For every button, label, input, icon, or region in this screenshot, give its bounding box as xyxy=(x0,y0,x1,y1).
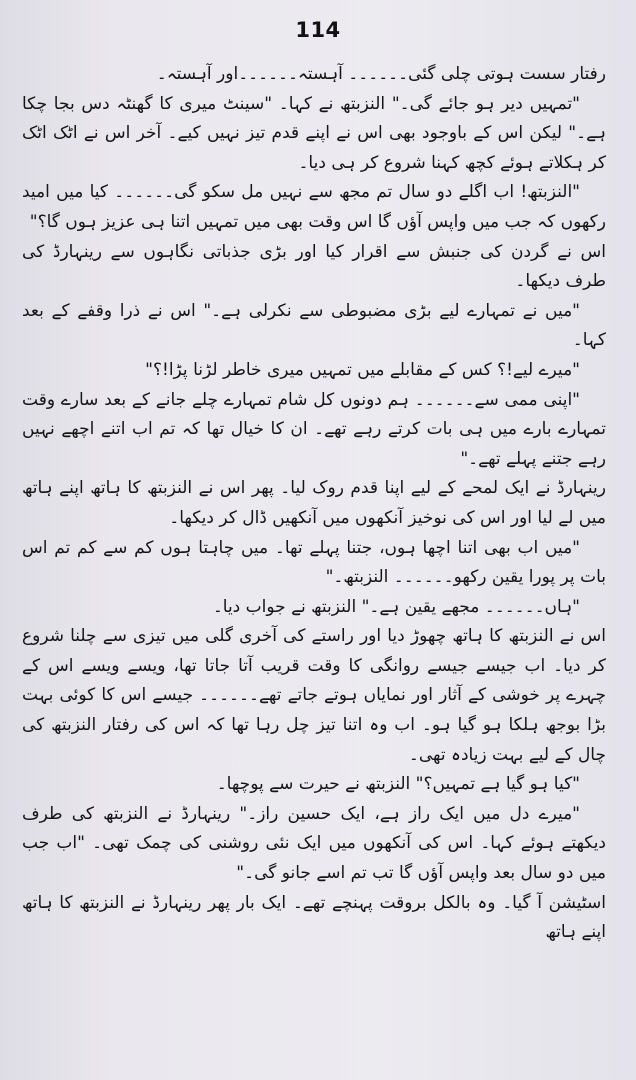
paragraph-9: "میں اب بھی اتنا اچھا ہوں، جتنا پہلے تھا۔ میں چاہتا ہوں کم سے کم تم اس بات پر پورا یقین رکھو۔۔۔۔۔۔ النزبتھ۔" xyxy=(22,537,606,588)
paragraph-2: "تمہیں دیر ہو جائے گی۔" النزبتھ نے کہا۔ "سینٹ میری کا گھنٹہ دس بجا چکا ہے۔" لیکن اس کے باوجود بھی اس نے اپنے قدم تیز نہیں کیے۔ آخر اس نے اٹک اٹک کر ہکلاتے ہوئے کچھ کہنا شروع کر ہی دیا۔ xyxy=(22,93,606,173)
paragraph-14: اسٹیشن آ گیا۔ وہ بالکل بروقت پہنچے تھے۔ ایک بار پھر رینہارڈ نے النزبتھ کا ہاتھ اپنے ہاتھ xyxy=(22,892,606,943)
page-body-text xyxy=(22,60,606,948)
page-number: 114 xyxy=(295,18,341,42)
paragraph-1: رفتار سست ہوتی چلی گئی۔۔۔۔۔۔ آہستہ۔۔۔۔۔۔اور آہستہ۔ xyxy=(156,64,606,84)
paragraph-12: "کیا ہو گیا ہے تمہیں؟" النزبتھ نے حیرت سے پوچھا۔ xyxy=(216,774,580,795)
paragraph-8: رینہارڈ نے ایک لمحے کے لیے اپنا قدم روک لیا۔ پھر اس نے النزبتھ کا ہاتھ اپنے ہاتھ میں لے لیا اور اس کی نوخیز آنکھوں میں آنکھیں ڈال کر دیکھا۔ xyxy=(22,478,606,528)
paragraph-10: "ہاں۔۔۔۔۔۔ مجھے یقین ہے۔" النزبتھ نے جواب دیا۔ xyxy=(212,596,580,617)
paragraph-13: "میرے دل میں ایک راز ہے، ایک حسین راز۔" رینہارڈ نے النزبتھ کی طرف دیکھتے ہوئے کہا۔ اس کی آنکھوں میں ایک نئی روشنی کی چمک تھی۔ "اب جب میں دو سال بعد واپس آؤں گا تب تم اسے جانو گی۔" xyxy=(22,803,606,884)
paragraph-3: "النزبتھ! اب اگلے دو سال تم مجھ سے نہیں مل سکو گی۔۔۔۔۔۔ کیا میں امید رکھوں کہ جب میں واپس آؤں گا اس وقت بھی میں تمہیں اتنا ہی عزیز ہوں گا؟" xyxy=(22,182,606,232)
paragraph-11: اس نے النزبتھ کا ہاتھ چھوڑ دیا اور راستے کی آخری گلی میں تیزی سے چلنا شروع کر دیا۔ اب جیسے جیسے روانگی کا وقت قریب آتا جاتا تھا، ویسے ویسے اس کے چہرے پر خوشی کے آثار اور نمایاں ہوتے جاتے تھے۔۔۔۔۔۔ جیسے اس کا کوئی بہت بڑا بوجھ ہلکا ہو گیا ہو۔ اب وہ اتنا تیز چل رہا تھا کہ اس کی رفتار النزبتھ کی چال کے لیے بہت زیادہ تھی۔ xyxy=(22,626,606,765)
paragraph-7: "اپنی ممی سے۔۔۔۔۔۔ ہم دونوں کل شام تمہارے چلے جانے کے بعد سارے وقت تمہارے بارے میں ہی بات کرتے رہے تھے۔ ان کا خیال تھا کہ تم اب اتنے اچھے نہیں رہے جتنے پہلے تھے۔" xyxy=(22,389,606,469)
paragraph-4: اس نے گردن کی جنبش سے اقرار کیا اور بڑی جذباتی نگاہوں سے رینہارڈ کی طرف دیکھا۔ xyxy=(22,241,606,292)
paragraph-5: "میں نے تمہارے لیے بڑی مضبوطی سے نکرلی ہے۔" اس نے ذرا وقفے کے بعد کہا۔ xyxy=(22,300,606,351)
paragraph-6: "میرے لیے!؟ کس کے مقابلے میں تمہیں میری خاطر لڑنا پڑا!؟" xyxy=(145,359,580,380)
